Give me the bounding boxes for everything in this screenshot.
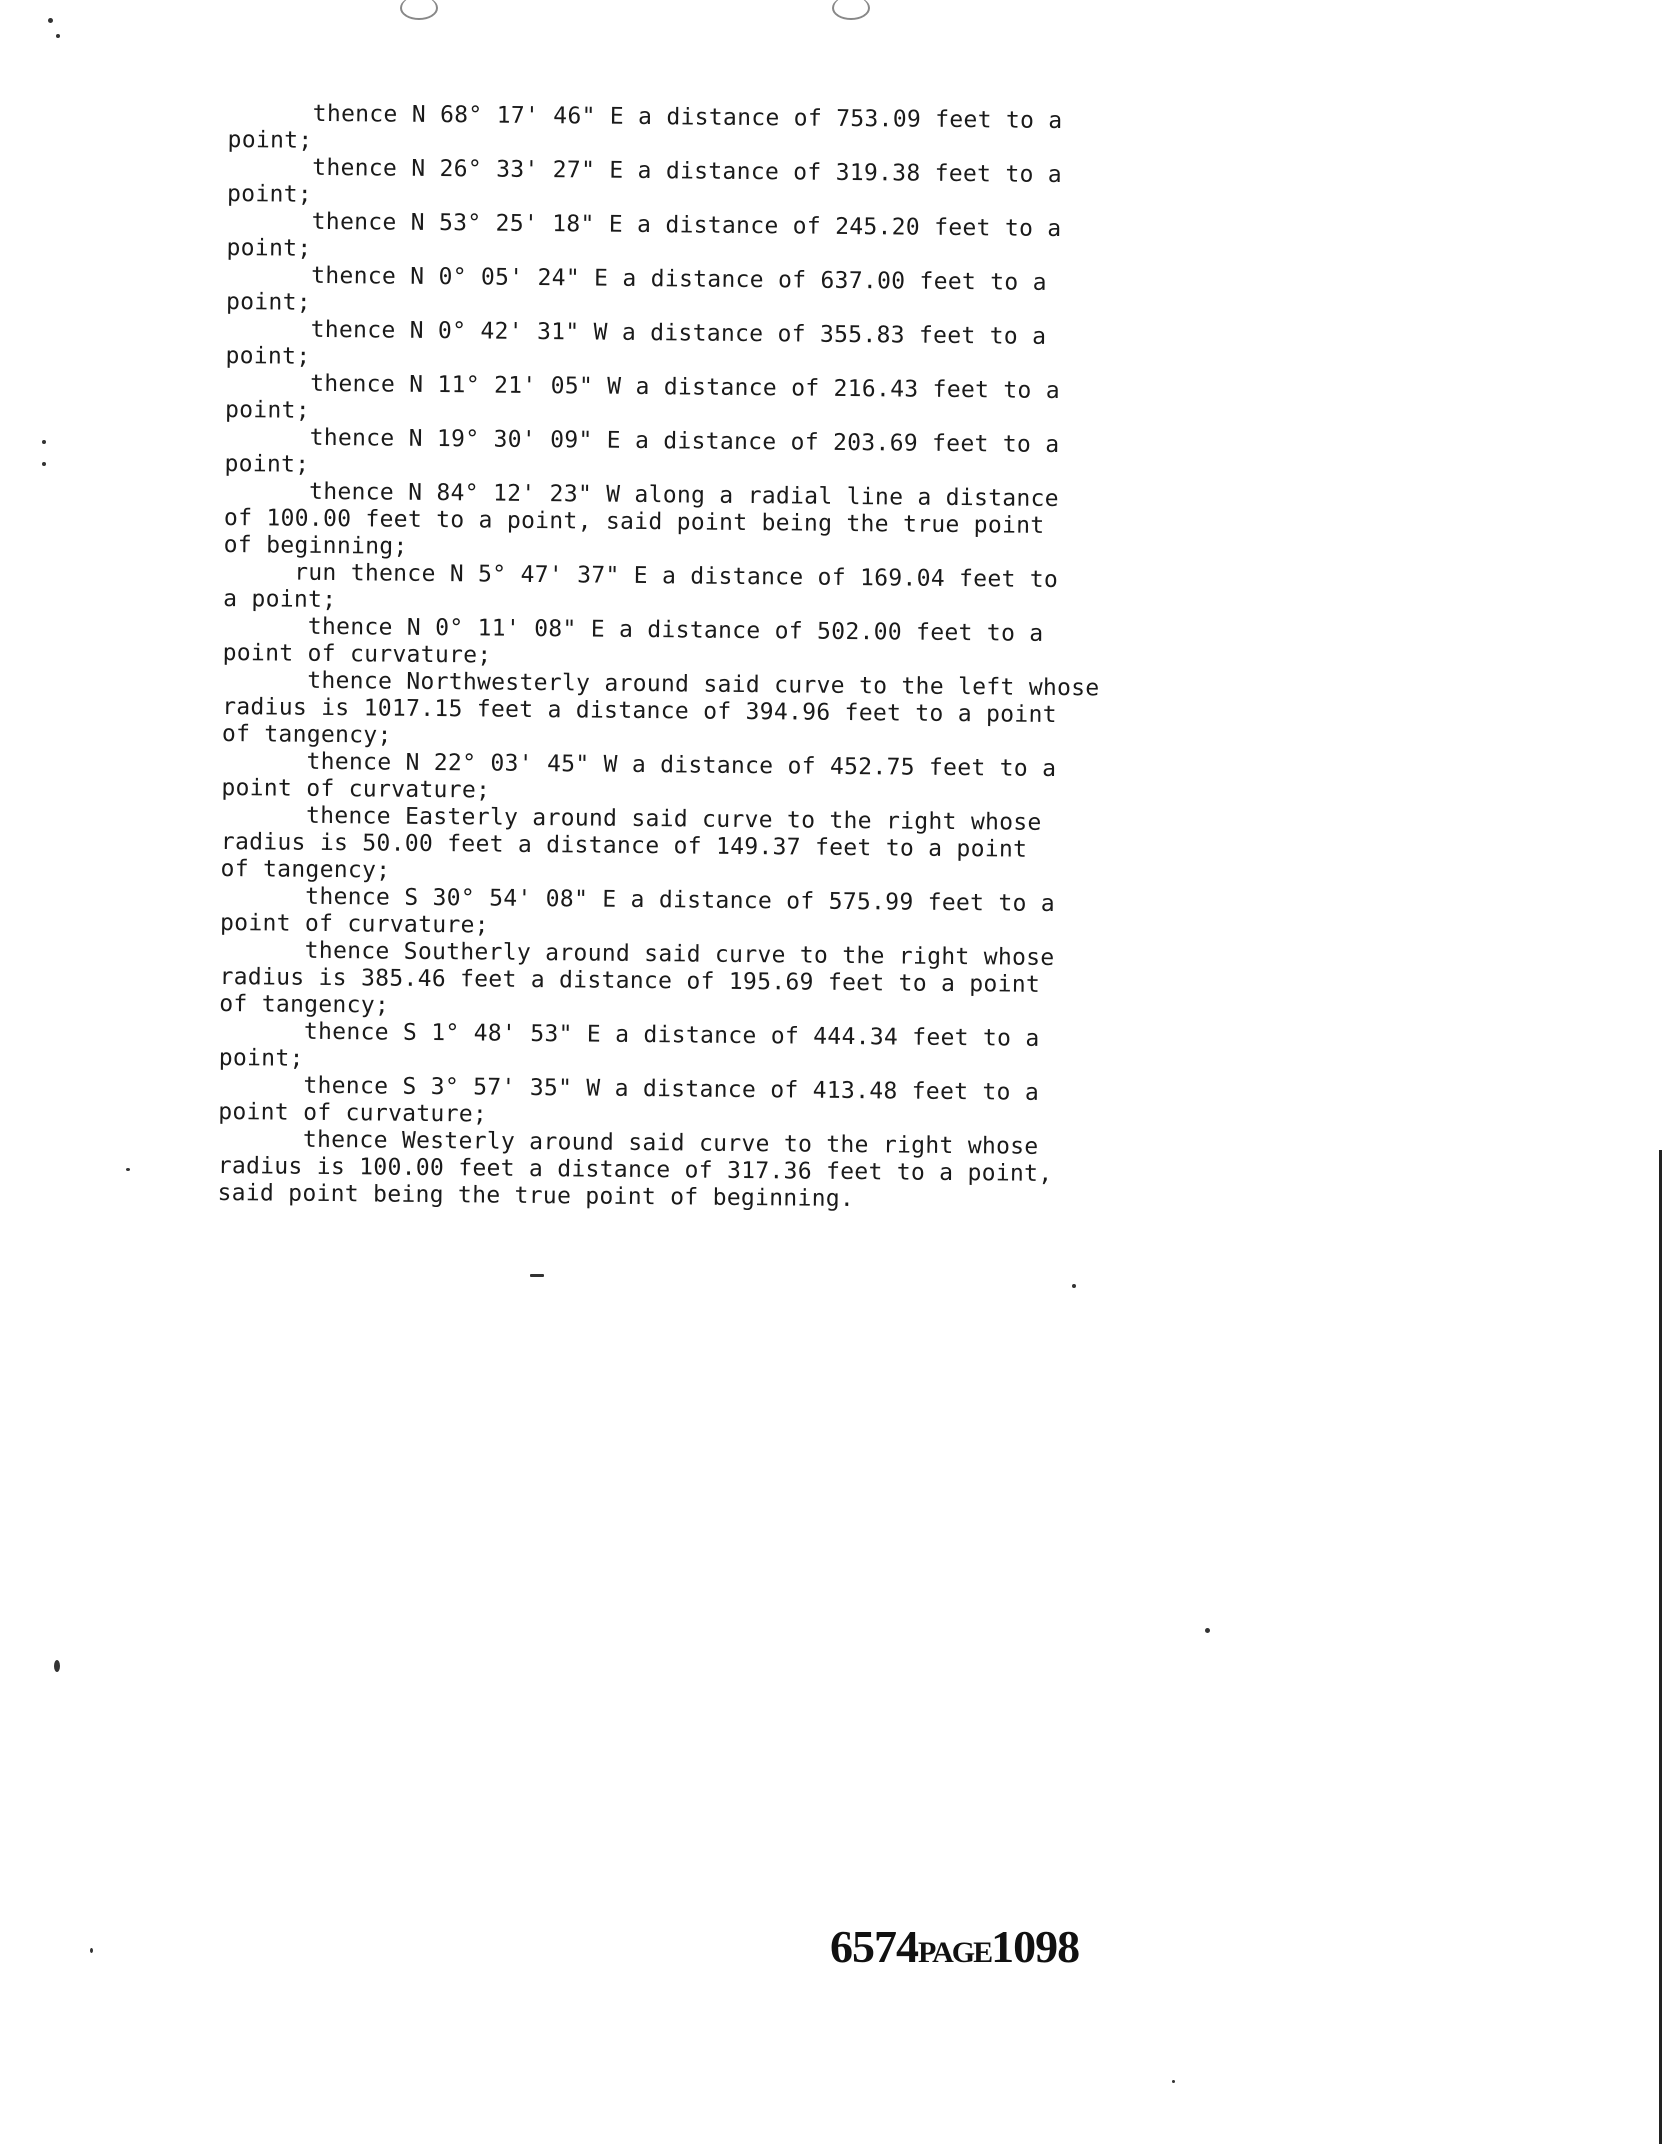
punch-hole-right (832, 0, 870, 20)
text-line: a point; (223, 585, 337, 614)
text-line: of 100.00 feet to a point, said point being the true point (223, 504, 1045, 539)
legal-description (217, 100, 1100, 1215)
scan-speck (530, 1274, 544, 1277)
recording-stamp (830, 1920, 1079, 1973)
text-line: thence Easterly around said curve to the right whose (221, 801, 1042, 836)
course-paragraph (217, 1125, 1053, 1215)
course-paragraph (220, 802, 1041, 891)
text-line: point; (226, 180, 313, 208)
text-line: thence S 3° 57' 35" W a distance of 413.48 feet to a (218, 1071, 1040, 1106)
course-paragraph (224, 423, 1060, 486)
text-line: thence N 0° 42' 31" W a distance of 355.83 feet to a (225, 315, 1047, 350)
text-line: thence N 84° 12' 23" W along a radial line a distance (224, 477, 1060, 512)
text-line: of tangency; (221, 720, 392, 749)
course-paragraph (219, 1018, 1039, 1080)
scan-edge-line (1659, 1150, 1662, 2144)
course-paragraph (224, 369, 1061, 432)
scan-speck (54, 1660, 60, 1672)
text-line: radius is 1017.15 feet a distance of 394.96 feet to a point (222, 693, 1057, 728)
scan-speck (42, 440, 46, 444)
scan-speck (126, 1168, 130, 1171)
text-line: run thence N 5° 47' 37" E a distance of 169.04 feet to (223, 558, 1059, 593)
scan-speck (56, 34, 60, 38)
text-line: point of curvature; (219, 909, 490, 939)
course-paragraph (226, 207, 1062, 270)
course-paragraph (225, 316, 1045, 378)
course-paragraph (221, 747, 1057, 810)
text-line: point; (226, 234, 312, 262)
text-line: said point being the true point of beginning. (217, 1179, 855, 1213)
text-line: thence Northwesterly around said curve to the left whose (222, 666, 1100, 702)
text-line: point; (225, 288, 312, 316)
text-line: thence N 53° 25' 18" E a distance of 245.20 feet to a (226, 207, 1062, 243)
text-line: thence N 19° 30' 09" E a distance of 203.69 feet to a (224, 423, 1060, 458)
stamp-book-number: 6574 (830, 1921, 918, 1972)
text-line: point of curvature; (221, 774, 491, 804)
text-line: radius is 50.00 feet a distance of 149.37 feet to a point (220, 828, 1028, 863)
scan-speck (1172, 2080, 1175, 2083)
text-line: thence N 0° 05' 24" E a distance of 637.00 feet to a (226, 261, 1047, 296)
course-paragraph (226, 262, 1046, 324)
text-line: thence N 26° 33' 27" E a distance of 319.38 feet to a (227, 153, 1063, 189)
text-line: thence N 0° 11' 08" E a distance of 502.00 feet to a (222, 612, 1044, 647)
scan-speck (90, 1948, 93, 1953)
text-line: thence S 30° 54' 08" E a distance of 575.99 feet to a (220, 882, 1056, 917)
text-line: thence Southerly around said curve to the right whose (219, 936, 1055, 971)
text-line: thence S 1° 48' 53" E a distance of 444.34 feet to a (218, 1017, 1040, 1052)
punch-hole-left (400, 0, 438, 20)
stamp-page-label: PAGE (918, 1936, 992, 1969)
course-paragraph (219, 936, 1055, 1026)
text-line: of tangency; (220, 855, 391, 884)
text-line: of tangency; (219, 990, 390, 1019)
course-paragraph (221, 666, 1100, 756)
text-line: thence N 22° 03' 45" W a distance of 452.75 feet to a (221, 747, 1057, 782)
stamp-page-number: 1098 (991, 1921, 1080, 1972)
course-paragraph (219, 882, 1056, 945)
scan-speck (1072, 1284, 1076, 1288)
text-line: thence Westerly around said curve to the right whose (217, 1125, 1039, 1160)
text-line: point of curvature; (218, 1098, 488, 1128)
course-paragraph (227, 100, 1063, 162)
course-paragraph (226, 153, 1063, 216)
course-paragraph (223, 613, 1043, 675)
scan-speck (42, 462, 46, 466)
course-paragraph (223, 558, 1059, 621)
text-line: point; (218, 1044, 304, 1072)
text-line: radius is 385.46 feet a distance of 195.69 feet to a point (219, 963, 1041, 998)
text-line: thence N 68° 17' 46" E a distance of 753.09 feet to a (227, 100, 1063, 135)
scan-speck (1205, 1628, 1210, 1633)
text-line: radius is 100.00 feet a distance of 317.36 feet to a point, (217, 1152, 1053, 1187)
text-line: point; (227, 126, 313, 154)
text-line: of beginning; (223, 531, 408, 560)
text-line: point; (224, 450, 310, 478)
text-line: point; (224, 396, 311, 424)
text-line: point; (225, 342, 311, 370)
text-line: point of curvature; (222, 639, 492, 669)
text-line: thence N 11° 21' 05" W a distance of 216.43 feet to a (225, 369, 1061, 404)
course-paragraph (223, 477, 1060, 567)
scan-speck (48, 18, 53, 23)
course-paragraph (218, 1072, 1038, 1134)
